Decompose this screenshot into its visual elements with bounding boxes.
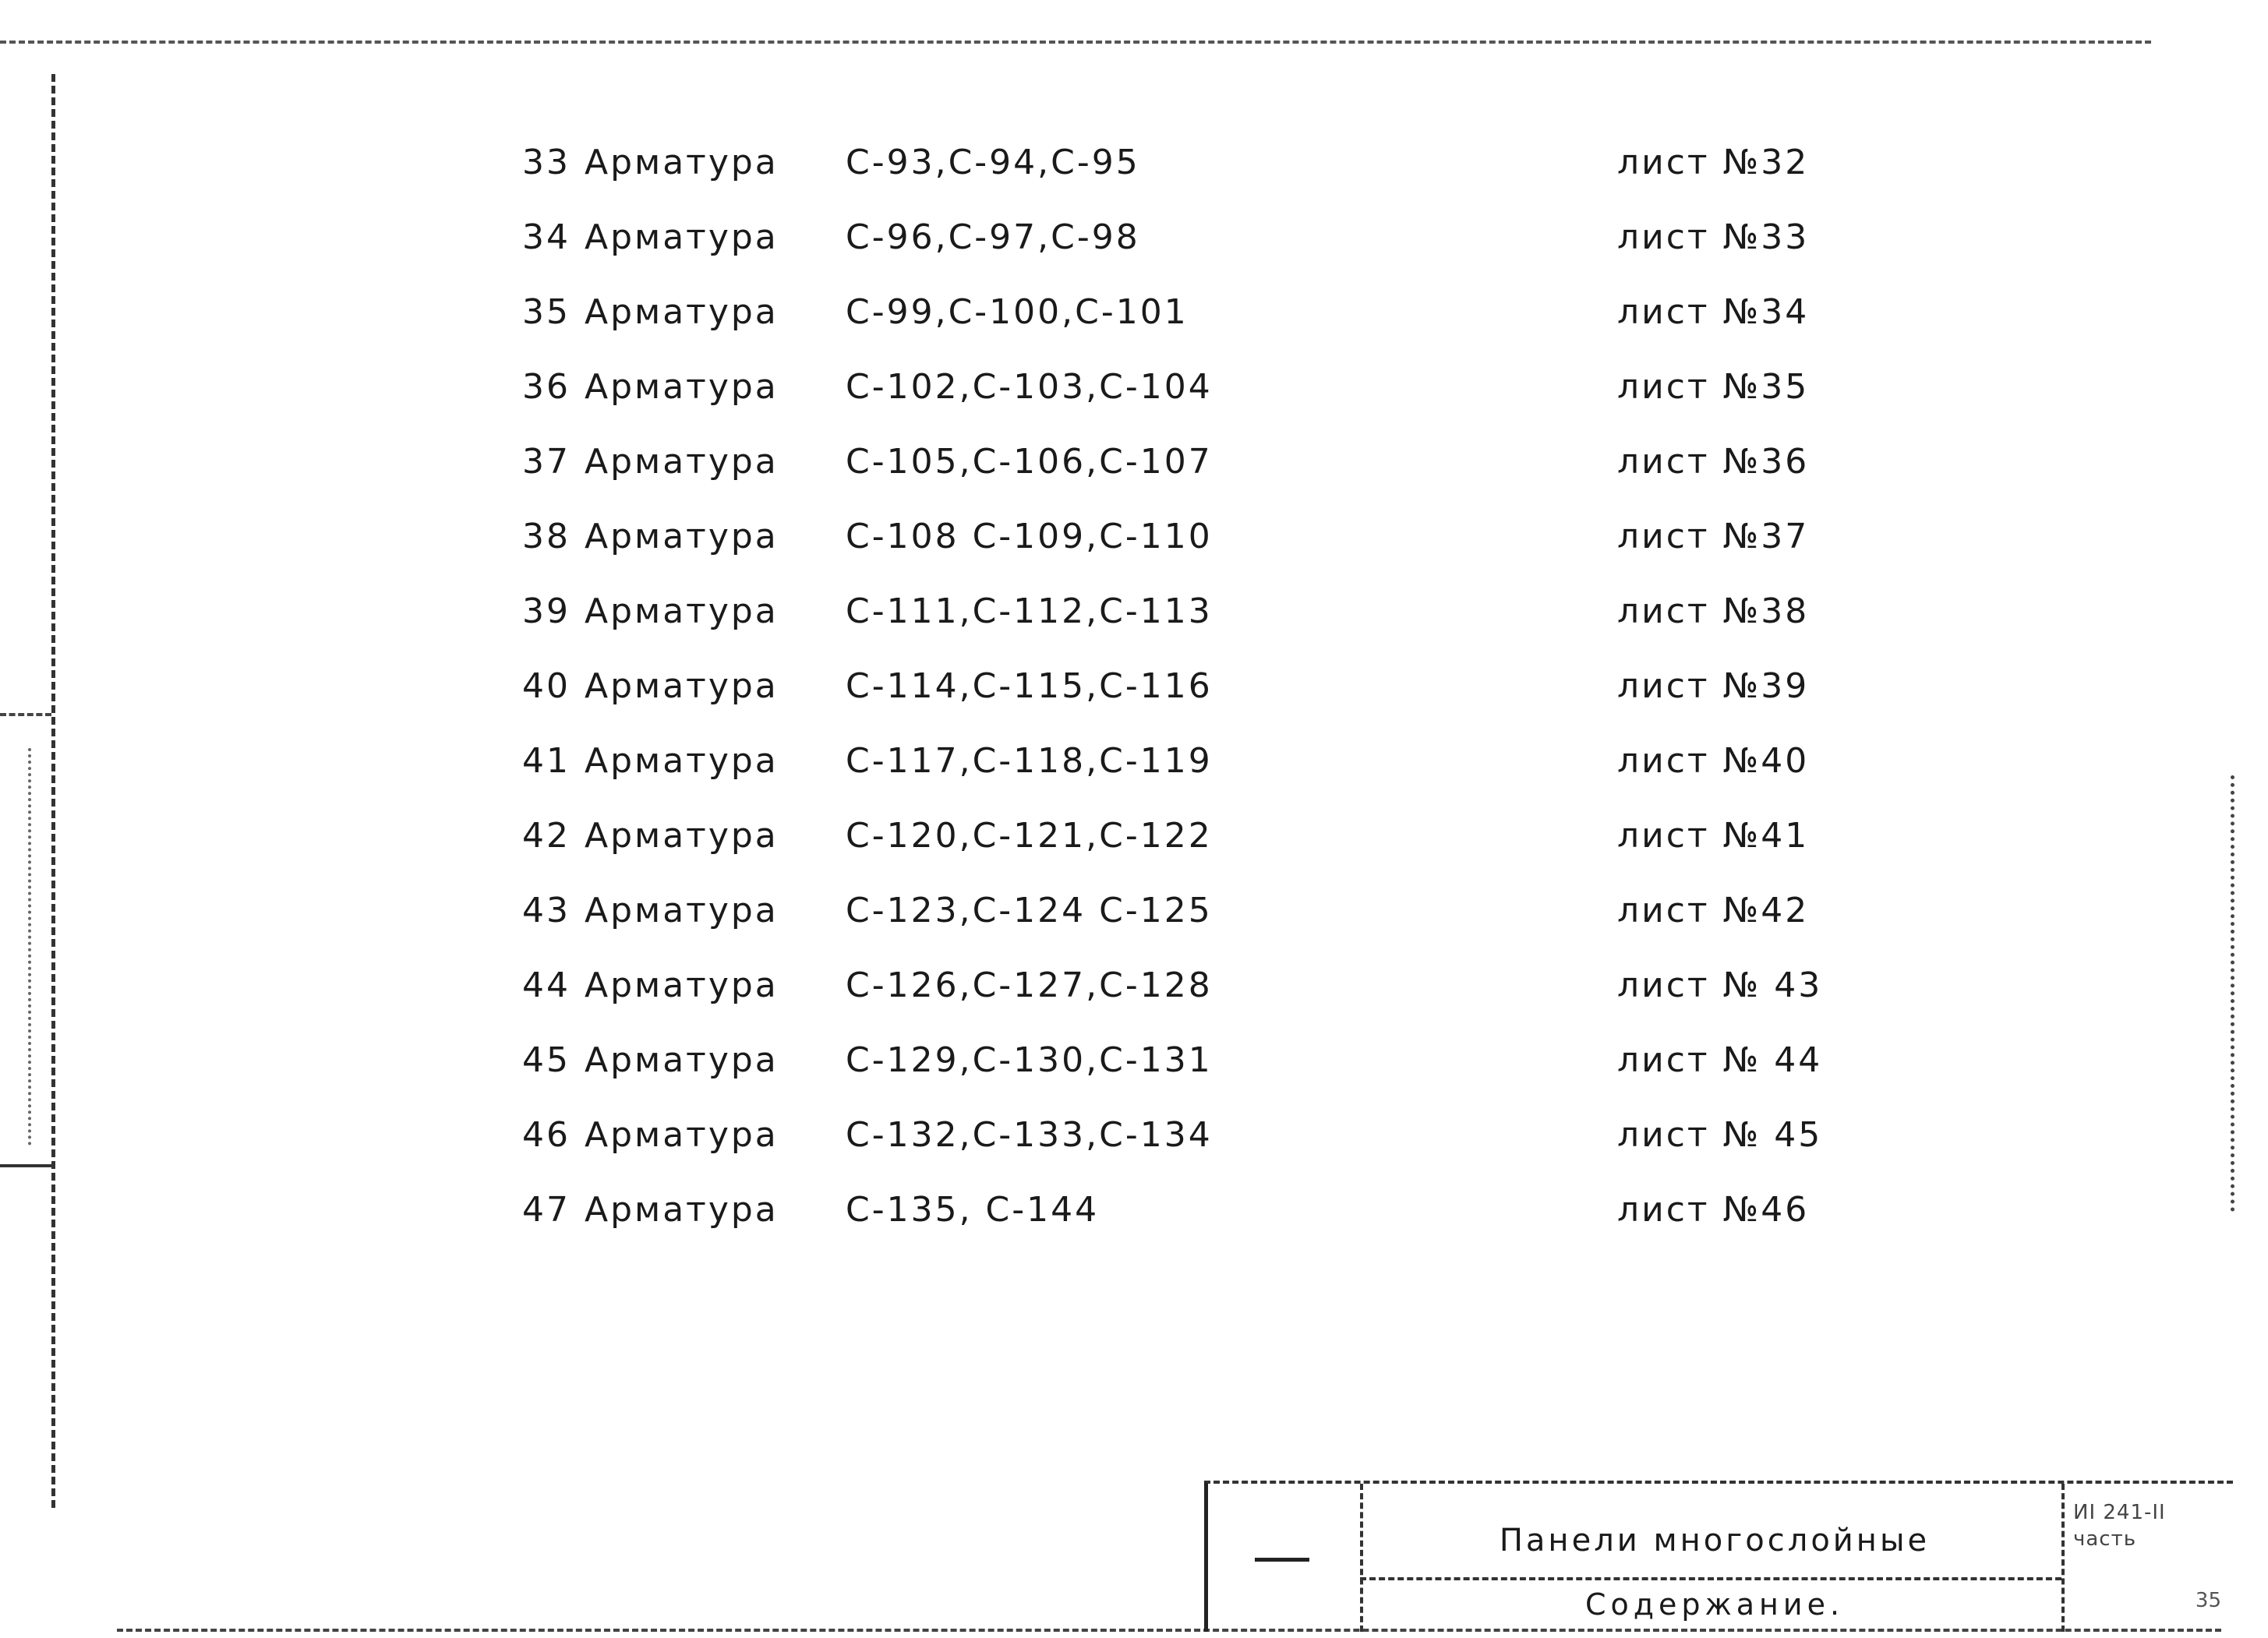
- contents-row: [522, 723, 1909, 798]
- row-sheet: лист №42: [1617, 890, 1810, 930]
- row-title: Арматура: [585, 1189, 779, 1230]
- row-codes: С-120,С-121,С-122: [846, 815, 1213, 856]
- contents-row: [522, 948, 1909, 1022]
- contents-row: [522, 499, 1909, 574]
- row-codes: С-111,С-112,С-113: [846, 591, 1213, 631]
- row-title: Арматура: [585, 1040, 779, 1080]
- row-codes: С-99,С-100,С-101: [846, 291, 1189, 332]
- row-codes: С-117,С-118,С-119: [846, 740, 1213, 781]
- contents-row: [522, 199, 1909, 274]
- row-sheet: лист № 45: [1617, 1114, 1823, 1155]
- contents-row: [522, 798, 1909, 873]
- row-codes: С-123,С-124 С-125: [846, 890, 1213, 930]
- frame-top-line: [0, 41, 2151, 44]
- row-codes: С-93,С-94,С-95: [846, 142, 1140, 182]
- row-title: Арматура: [585, 965, 779, 1005]
- row-number: 34: [522, 217, 571, 257]
- row-codes: С-108 С-109,С-110: [846, 516, 1213, 556]
- title-block: [1204, 1481, 2233, 1632]
- row-sheet: лист №41: [1617, 815, 1810, 856]
- contents-row: [522, 1097, 1909, 1172]
- row-title: Арматура: [585, 142, 779, 182]
- row-codes: С-126,С-127,С-128: [846, 965, 1213, 1005]
- row-sheet: лист №32: [1617, 142, 1810, 182]
- row-sheet: лист №40: [1617, 740, 1810, 781]
- row-number: 38: [522, 516, 571, 556]
- row-title: Арматура: [585, 291, 779, 332]
- row-sheet: лист №34: [1617, 291, 1810, 332]
- left-margin-box: [0, 713, 51, 1167]
- row-number: 39: [522, 591, 571, 631]
- row-sheet: лист №37: [1617, 516, 1810, 556]
- row-number: 41: [522, 740, 571, 781]
- contents-row: [522, 274, 1909, 349]
- document-part-line: часть: [2073, 1527, 2137, 1551]
- frame-left-line: [51, 74, 55, 1508]
- row-sheet: лист № 43: [1617, 965, 1823, 1005]
- row-number: 43: [522, 890, 571, 930]
- title-block-divider: [2061, 1484, 2065, 1632]
- row-codes: С-129,С-130,С-131: [846, 1040, 1213, 1080]
- row-codes: С-96,С-97,С-98: [846, 217, 1140, 257]
- row-title: Арматура: [585, 890, 779, 930]
- contents-list: [522, 125, 1909, 1247]
- row-number: 47: [522, 1189, 571, 1230]
- row-sheet: лист №35: [1617, 366, 1810, 407]
- row-codes: С-114,С-115,С-116: [846, 665, 1213, 706]
- contents-row: [522, 574, 1909, 648]
- row-title: Арматура: [585, 591, 779, 631]
- contents-row: [522, 1172, 1909, 1247]
- row-title: Арматура: [585, 740, 779, 781]
- margin-ticks: [28, 748, 39, 1146]
- row-number: 46: [522, 1114, 571, 1155]
- page-number: 35: [2195, 1589, 2221, 1612]
- row-sheet: лист №39: [1617, 665, 1810, 706]
- row-codes: С-105,С-106,С-107: [846, 441, 1213, 482]
- row-number: 45: [522, 1040, 571, 1080]
- row-sheet: лист № 44: [1617, 1040, 1823, 1080]
- contents-row: [522, 349, 1909, 424]
- row-sheet: лист №46: [1617, 1189, 1810, 1230]
- document-code-line: ИI 241-II: [2073, 1501, 2166, 1524]
- row-sheet: лист №36: [1617, 441, 1810, 482]
- row-number: 42: [522, 815, 571, 856]
- row-number: 44: [522, 965, 571, 1005]
- row-codes: С-132,С-133,С-134: [846, 1114, 1213, 1155]
- document-subtitle: Содержание.: [1584, 1587, 1845, 1622]
- row-title: Арматура: [585, 217, 779, 257]
- row-title: Арматура: [585, 1114, 779, 1155]
- row-sheet: лист №38: [1617, 591, 1810, 631]
- contents-row: [522, 648, 1909, 723]
- title-block-separator: [1360, 1577, 2061, 1580]
- contents-row: [522, 873, 1909, 948]
- document-title: Панели многослойные: [1499, 1523, 1931, 1559]
- row-title: Арматура: [585, 366, 779, 407]
- row-title: Арматура: [585, 665, 779, 706]
- row-number: 33: [522, 142, 571, 182]
- document-code: [2073, 1499, 2221, 1552]
- row-number: 37: [522, 441, 571, 482]
- title-block-divider: [1360, 1484, 1363, 1632]
- right-margin-dots: [2231, 775, 2234, 1212]
- row-codes: С-135, С-144: [846, 1189, 1100, 1230]
- row-number: 36: [522, 366, 571, 407]
- row-title: Арматура: [585, 815, 779, 856]
- row-title: Арматура: [585, 441, 779, 482]
- contents-row: [522, 424, 1909, 499]
- row-sheet: лист №33: [1617, 217, 1810, 257]
- row-codes: С-102,С-103,С-104: [846, 366, 1213, 407]
- contents-row: [522, 1022, 1909, 1097]
- contents-row: [522, 125, 1909, 199]
- row-number: 35: [522, 291, 571, 332]
- title-block-dash: [1255, 1558, 1309, 1562]
- row-number: 40: [522, 665, 571, 706]
- row-title: Арматура: [585, 516, 779, 556]
